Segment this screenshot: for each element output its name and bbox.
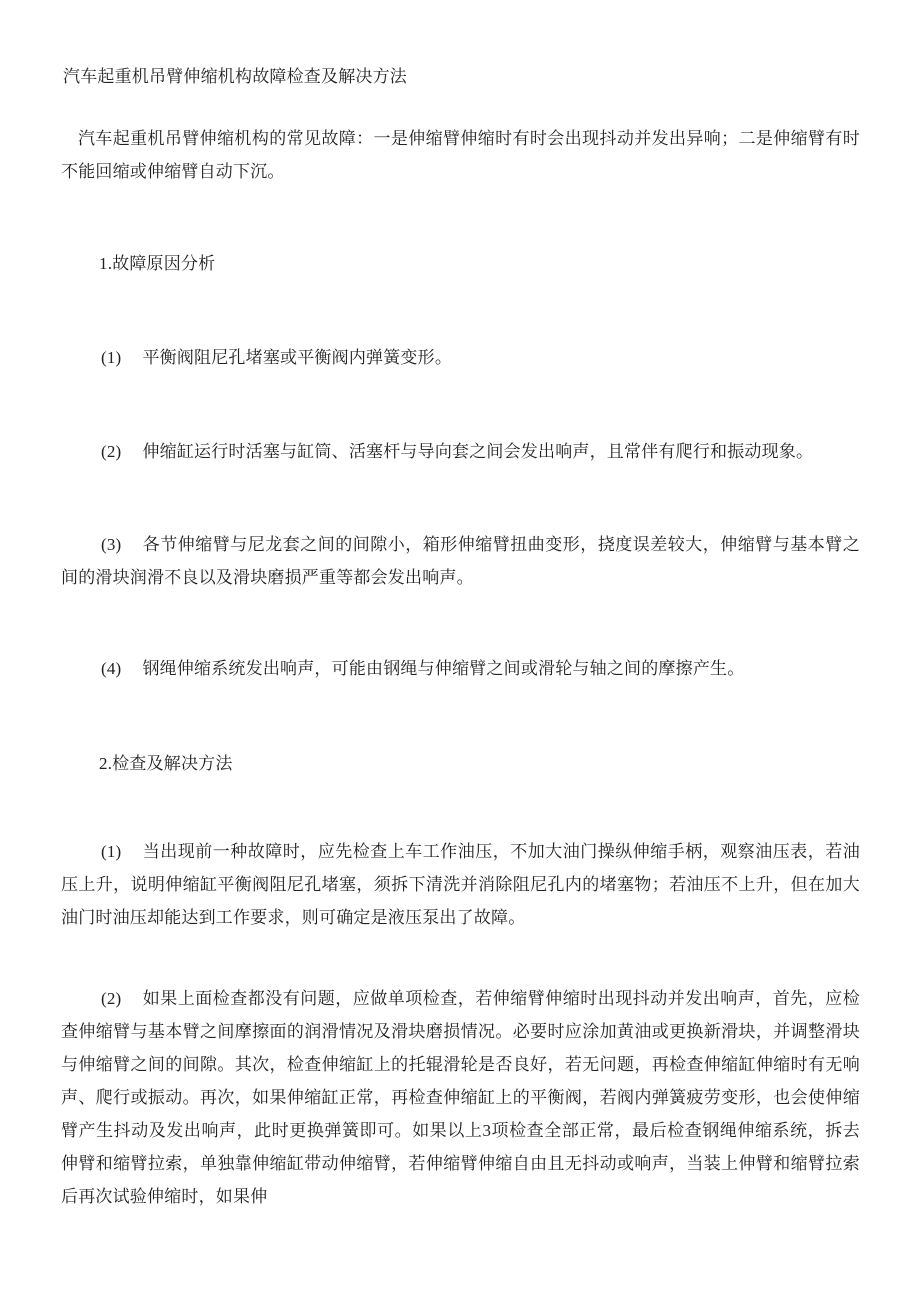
section-1-item-2 [61,435,860,468]
section-2-heading: 2.检查及解决方法 [99,754,233,773]
section-1-item-2-text: 伸缩缸运行时活塞与缸筒、活塞杆与导向套之间会发出响声，且常伴有爬行和振动现象。 [142,442,814,461]
section-1-item-1-number: (1) [101,348,122,367]
section-2-item-2 [61,982,860,1213]
section-1-item-1-text: 平衡阀阻尼孔堵塞或平衡阀内弹簧变形。 [142,348,453,367]
section-2-item-1-number: (1) [101,842,122,861]
section-2-item-2-text: 如果上面检查都没有问题，应做单项检查，若伸缩臂伸缩时出现抖动并发出响声，首先，应检查伸缩臂与基本臂之间摩擦面的润滑情况及滑块磨损情况。必要时应涂加黄油或更换新滑块，并调整滑块与伸缩臂之间的间隙。其次，检查伸缩缸上的托辊滑轮是否良好，若无问题，再检查伸缩缸伸缩时有无响声、爬行或振动。再次，如果伸缩缸正常，再检查伸缩缸上的平衡阀，若阀内弹簧疲劳变形，也会使伸缩臂产生抖动及发出响声，此时更换弹簧即可。如果以上3项检查全部正常，最后检查钢绳伸缩系统，拆去伸臂和缩臂拉索，单独靠伸缩缸带动伸缩臂，若伸缩臂伸缩自由且无抖动或响声，当装上伸臂和缩臂拉索后再次试验伸缩时，如果伸 [61,989,860,1206]
section-1-item-3 [61,528,860,594]
section-1-item-3-text: 各节伸缩臂与尼龙套之间的间隙小，箱形伸缩臂扭曲变形，挠度误差较大，伸缩臂与基本臂之间的滑块润滑不良以及滑块磨损严重等都会发出响声。 [61,535,860,587]
section-1-heading: 1.故障原因分析 [99,254,216,273]
section-2-item-2-number: (2) [101,989,122,1008]
section-2-item-1-text: 当出现前一种故障时，应先检查上车工作油压，不加大油门操纵伸缩手柄，观察油压表，若油压上升，说明伸缩缸平衡阀阻尼孔堵塞，须拆下清洗并消除阻尼孔内的堵塞物；若油压不上升，但在加大油门时油压却能达到工作要求，则可确定是液压泵出了故障。 [61,842,860,927]
section-1-item-4-number: (4) [101,659,122,678]
section-2-item-1 [61,835,860,934]
section-1-item-4-text: 钢绳伸缩系统发出响声，可能由钢绳与伸缩臂之间或滑轮与轴之间的摩擦产生。 [142,659,745,678]
section-1-item-3-number: (3) [101,535,122,554]
intro-paragraph: 汽车起重机吊臂伸缩机构的常见故障：一是伸缩臂伸缩时有时会出现抖动并发出异响；二是伸缩臂有时不能回缩或伸缩臂自动下沉。 [61,129,860,181]
document-title: 汽车起重机吊臂伸缩机构故障检查及解决方法 [63,67,407,86]
section-1-item-4 [61,652,860,685]
section-1-item-1 [61,341,860,374]
section-1-item-2-number: (2) [101,442,122,461]
